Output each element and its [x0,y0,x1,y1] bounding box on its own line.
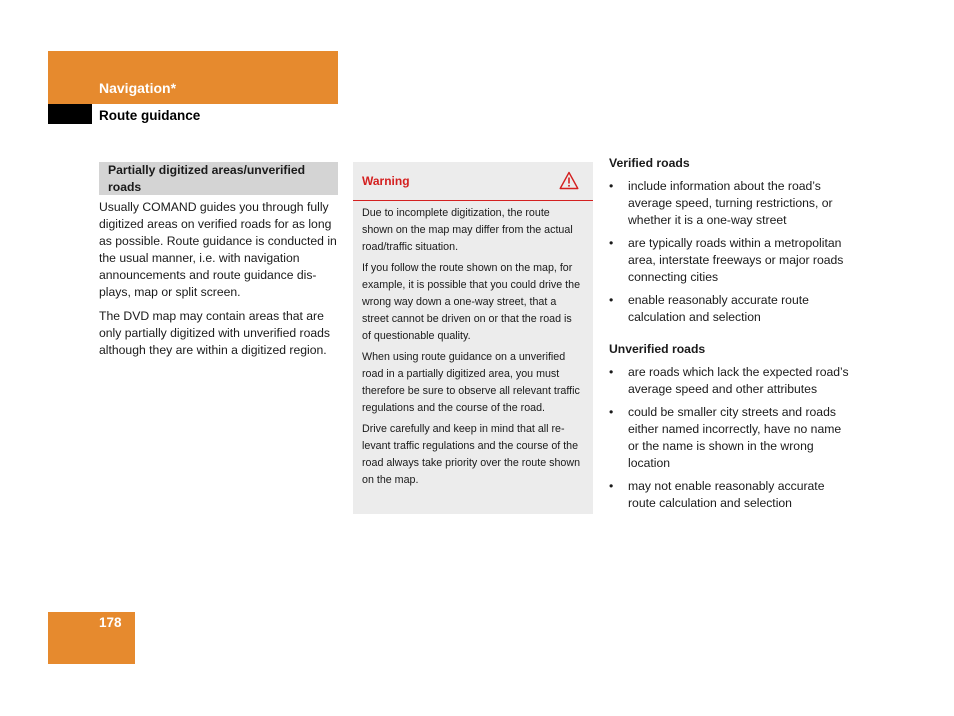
warning-triangle-icon [559,171,579,190]
unverified-roads-list [609,364,854,512]
list-item: • are roads which lack the expected road’s average speed and other attributes [609,364,854,398]
warning-paragraph: Due to incomplete digitization, the route shown on the map may differ from the actual road/traffic situation. [362,207,573,253]
header-bar [48,51,338,104]
warning-label: Warning [362,174,410,188]
body-paragraph: The DVD map may contain areas that are only partially digitized with unverified roads although they are within a digitized region. [99,308,331,357]
list-item: • enable reasonably accurate route calculation and selection [609,292,854,326]
list-item: • include information about the road’s average speed, turning restrictions, or whether it is a one-way street [609,178,854,229]
right-column [609,155,854,518]
warning-box [353,162,593,514]
body-paragraph: Usually COMAND guides you through fully digitized areas on verified roads for as long as possible. Route guidance is conducted in the usual manner, i.e. with navigation announcements and route guidance dis-plays, map or split screen. [99,200,337,300]
list-item: • are typically roads within a metropolitan area, interstate freeways or major roads connecting cities [609,235,854,286]
subsection-title: Route guidance [99,108,201,123]
warning-paragraph: Drive carefully and keep in mind that all re-levant traffic regulations and the course of the road always take priority over the route shown on the map. [362,423,581,486]
unverified-roads-heading: Unverified roads [609,342,706,356]
left-column [99,162,338,359]
list-item: • could be smaller city streets and roads either named incorrectly, have no name or the name is shown in the wrong location [609,404,854,472]
section-title: Navigation* [99,80,177,96]
verified-roads-heading: Verified roads [609,156,690,170]
list-item: • may not enable reasonably accurate route calculation and selection [609,478,854,512]
warning-paragraph: If you follow the route shown on the map, for example, it is possible that you could drive the wrong way down a one-way street, that a street cannot be driven on or that the road is of questionable quality. [362,262,581,342]
page-number: 178 [99,615,122,630]
partially-digitized-heading: Partially digitized areas/unverified roads [99,162,338,195]
warning-header [353,162,593,201]
verified-roads-list [609,178,854,326]
warning-paragraph: When using route guidance on a unverified road in a partially digitized area, you must therefore be sure to observe all relevant traffic regulations and the course of the road. [362,351,580,414]
section-marker [48,104,92,124]
warning-body [353,201,593,489]
